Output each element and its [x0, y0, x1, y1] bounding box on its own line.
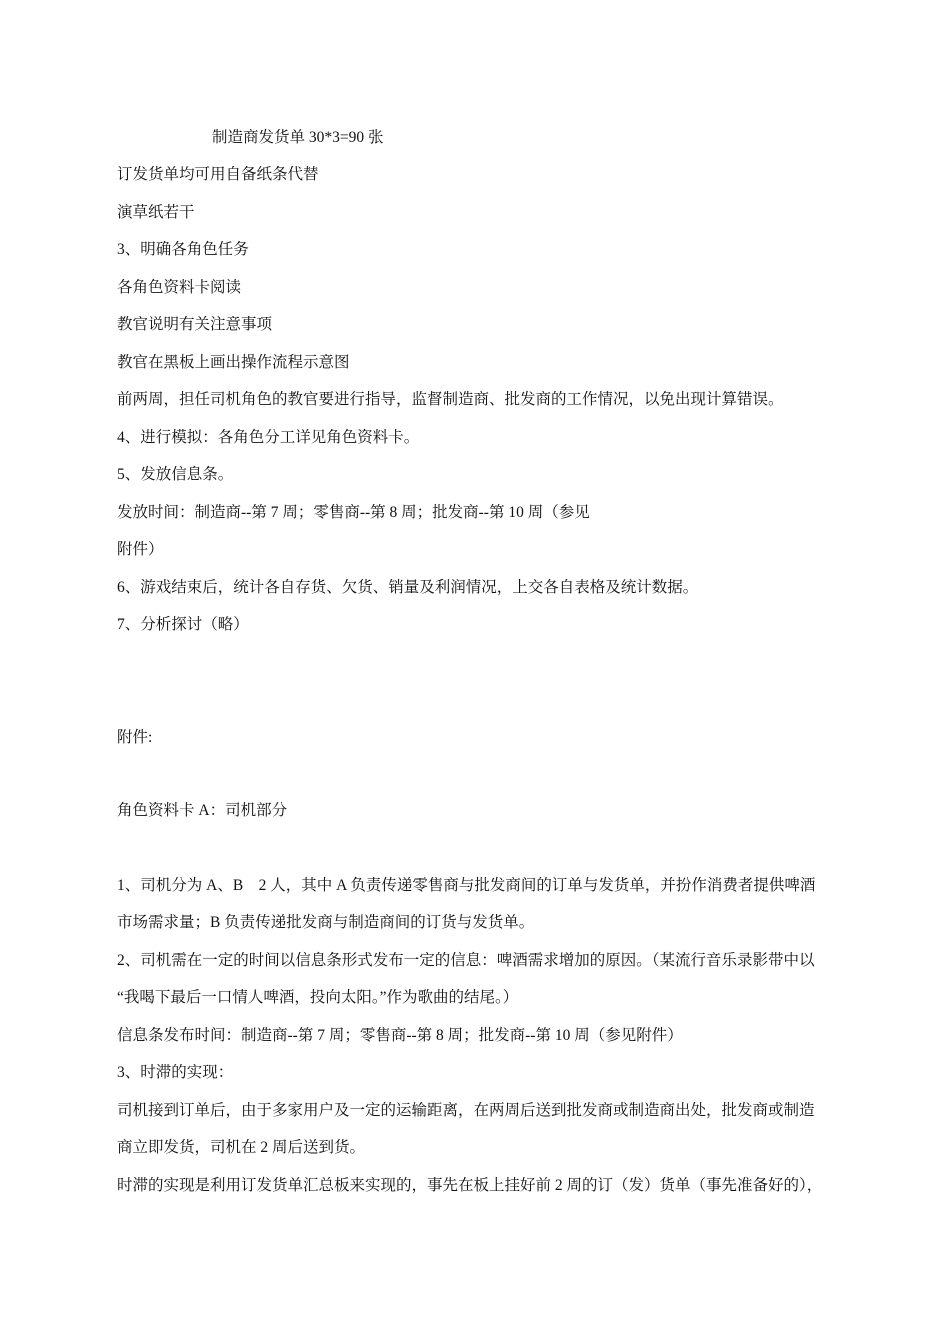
- time-lag-line: 时滞的实现是利用订发货单汇总板来实现的，事先在板上挂好前 2 周的订（发）货单（事先准备好的），: [117, 1177, 823, 1194]
- driver-item-1-line-1: 1、司机分为 A、B 2 人，其中 A 负责传递零售商与批发商间的订单与发货单，并扮作消费者提供啤酒: [117, 877, 816, 894]
- release-time-line: 发放时间：制造商--第 7 周；零售商--第 8 周；批发商--第 10 周（参见: [117, 504, 590, 521]
- step-5-heading: 5、发放信息条。: [117, 466, 234, 483]
- appendix-heading: 附件:: [117, 729, 153, 746]
- driver-item-1-line-2: 市场需求量；B 负责传递批发商与制造商间的订货与发货单。: [117, 914, 535, 931]
- scratch-paper-line: 演草纸若干: [117, 204, 195, 221]
- role-card-reading-line: 各角色资料卡阅读: [117, 279, 242, 296]
- first-two-weeks-line: 前两周，担任司机角色的教官要进行指导，监督制造商、批发商的工作情况，以免出现计算错误。: [117, 391, 784, 408]
- driver-item-3-line-1: 司机接到订单后，由于多家用户及一定的运输距离，在两周后送到批发商或制造商出处，批发商或制造: [117, 1102, 815, 1119]
- flowchart-line: 教官在黑板上画出操作流程示意图: [117, 354, 350, 371]
- driver-item-3-line-2: 商立即发货，司机在 2 周后送到货。: [117, 1139, 366, 1156]
- manufacturer-invoice-line: 制造商发货单 30*3=90 张: [212, 129, 384, 146]
- driver-item-2-line-1: 2、司机需在一定的时间以信息条形式发布一定的信息：啤酒需求增加的原因。（某流行音乐录影带中以: [117, 952, 815, 969]
- step-6-heading: 6、游戏结束后，统计各自存货、欠货、销量及利润情况，上交各自表格及统计数据。: [117, 579, 699, 596]
- driver-item-2-line-2: “我喝下最后一口情人啤酒，投向太阳。”作为歌曲的结尾。）: [117, 989, 519, 1006]
- info-release-time-line: 信息条发布时间：制造商--第 7 周；零售商--第 8 周；批发商--第 10 周（参见附件）: [117, 1027, 683, 1044]
- order-slip-substitute-line: 订发货单均可用自备纸条代替: [117, 166, 319, 183]
- driver-item-3-heading: 3、时滞的实现：: [117, 1064, 234, 1081]
- instructor-notes-line: 教官说明有关注意事项: [117, 316, 273, 333]
- step-3-heading: 3、明确各角色任务: [117, 241, 249, 258]
- role-card-a-heading: 角色资料卡 A：司机部分: [117, 802, 288, 819]
- step-4-heading: 4、进行模拟：各角色分工详见角色资料卡。: [117, 429, 420, 446]
- appendix-ref-line: 附件）: [117, 541, 164, 558]
- step-7-heading: 7、分析探讨（略）: [117, 616, 249, 633]
